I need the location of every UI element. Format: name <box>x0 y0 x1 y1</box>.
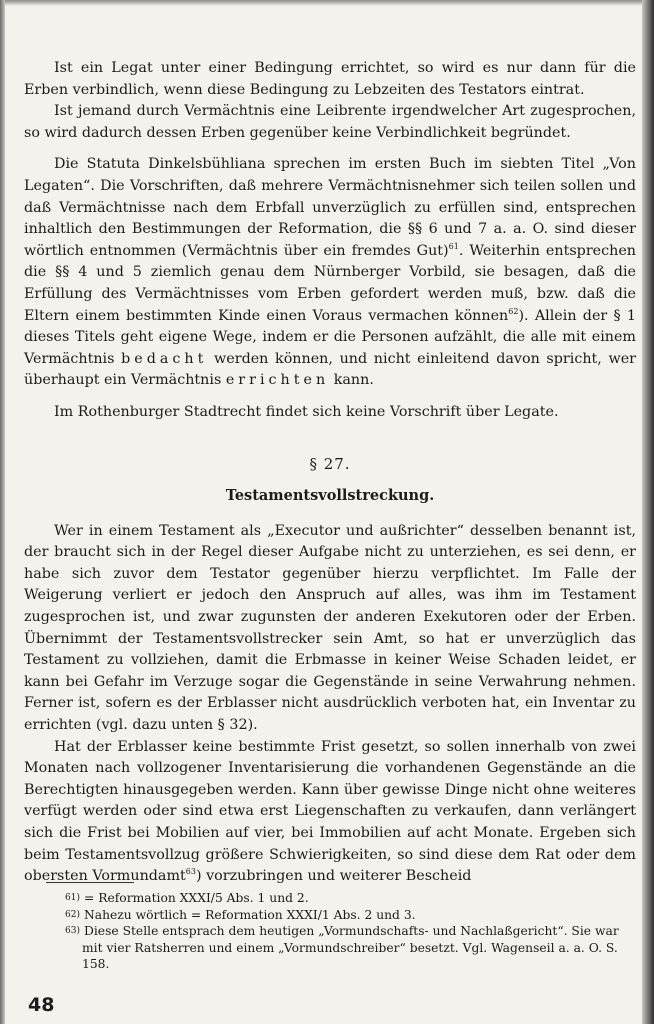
text-fragment: ). Allein der § 1 dieses Titels geht eigene Wege, indem er die Personen aufzählt, die alle mit einem Vermächtnis <box>24 307 636 367</box>
text-fragment: . Weiterhin entsprechen die §§ 4 und 5 ziemlich genau dem Nürnberger Vorbild, sie besagen, daß die Erfüllung des Vermächtnisses vom Erben gefordert werden muß, bzw. daß die Eltern einem bestimmten Kinde einen Voraus vermachen können <box>24 242 636 324</box>
paragraph-frist <box>24 737 636 888</box>
page-top-shadow <box>0 0 654 6</box>
emphasis-bedacht: bedacht <box>121 350 208 367</box>
main-text <box>24 58 636 888</box>
paragraph-statuta-dinkelsbuehliana <box>24 154 636 392</box>
section-title: Testamentsvollstreckung. <box>225 487 435 505</box>
emphasis-errichten: errichten <box>225 372 330 389</box>
footnote-mark: 63) <box>65 926 80 937</box>
footnote-mark: 62) <box>65 909 80 920</box>
footnote-text: Nahezu wörtlich = Reformation XXXI/1 Abs. 2 und 3. <box>84 907 416 922</box>
text-fragment: ) vorzubringen und weiterer Bescheid <box>195 868 472 885</box>
text-fragment: werden können, und nicht einleitend davon spricht, wer überhaupt ein Vermächtnis <box>24 350 637 389</box>
footnote-divider <box>46 882 134 883</box>
paragraph-leibrente: Ist jemand durch Vermächtnis eine Leibrente irgendwelcher Art zugesprochen, so wird dadurch dessen Erben gegenüber keine Verbindlichkeit begründet. <box>24 103 636 141</box>
footnotes <box>46 890 636 973</box>
footnote-text: Diese Stelle entsprach dem heutigen „Vormundschafts- und Nachlaßgericht“. Sie war mit vier Ratsherren und einem „Vormundschreiber“ besetzt. Vgl. Wagenseil a. a. O. S. 158. <box>82 924 619 972</box>
footnote-ref-63: 63 <box>185 867 196 877</box>
page-number: 48 <box>28 994 55 1016</box>
text-fragment: Hat der Erblasser keine bestimmte Frist gesetzt, so sollen innerhalb von zwei Monaten nach vollzogener Inventarisierung die vorhandenen Gegenstände an die Berechtigten hinausgegeben werden. Kann über gewisse Dinge nicht ohne weiteres verfügt werden oder sind etwa erst Liegenschaften zu verkaufen, dann verlängert sich die Frist bei Mobilien auf vier, bei Immobilien auf acht Monate. Ergeben sich beim Testamentsvollzug größere Schwierigkeiten, so sind diese dem Rat oder dem obersten Vormundamt <box>24 738 636 885</box>
footnote-63 <box>46 923 636 973</box>
paragraph-legat-bedingung: Ist ein Legat unter einer Bedingung errichtet, so wird es nur dann für die Erben verbindlich, wenn diese Bedingung zu Lebzeiten des Testators eintrat. <box>24 60 636 98</box>
text-fragment: Die Statuta Dinkelsbühliana sprechen im ersten Buch im siebten Titel „Von Legaten“. Die Vorschriften, daß mehrere Vermächtnisnehmer sich teilen sollen und daß Vermächtnisse nach dem Erbfall unverzüglich zu erfüllen sind, entsprechen inhaltlich den Bestimmungen der Reformation, die §§ 6 und 7 a. a. O. sind dieser wörtlich entnommen (Vermächtnis über ein fremdes Gut) <box>24 156 636 259</box>
page-right-shadow <box>642 0 654 1024</box>
text-fragment: kann. <box>333 372 374 389</box>
footnote-mark: 61) <box>65 893 80 903</box>
footnote-62 <box>46 907 636 924</box>
paragraph-executor: Wer in einem Testament als „Executor und außrichter“ desselben benannt ist, der braucht sich in der Regel dieser Aufgabe nicht zu unterziehen, es sei denn, er habe sich zuvor dem Testator gegenüber hierzu verpflichtet. Im Falle der Weigerung verliert er jedoch den Anspruch auf alles, was ihm im Testament zugesprochen ist, und zwar zugunsten der anderen Exekutoren oder der Erben. Übernimmt der Testamentsvollstrecker sein Amt, so hat er unverzüglich das Testament zu vollziehen, damit die Erbmasse in keiner Weise Schaden leidet, er kann bei Gefahr im Verzuge sogar die Gegenstände in seine Verwahrung nehmen. Ferner ist, sofern es der Erblasser nicht ausdrücklich verboten hat, ein Inventar zu errichten (vgl. dazu unten § 32). <box>24 522 636 734</box>
paragraph-rothenburg: Im Rothenburger Stadtrecht findet sich keine Vorschrift über Legate. <box>54 403 559 420</box>
footnote-61 <box>46 890 636 907</box>
footnote-ref-62: 62 <box>508 306 519 316</box>
page-left-shadow <box>0 0 5 1024</box>
section-number: § 27. <box>309 454 351 473</box>
footnote-ref-61: 61 <box>448 241 459 251</box>
footnote-text: = Reformation XXXI/5 Abs. 1 und 2. <box>84 891 309 905</box>
